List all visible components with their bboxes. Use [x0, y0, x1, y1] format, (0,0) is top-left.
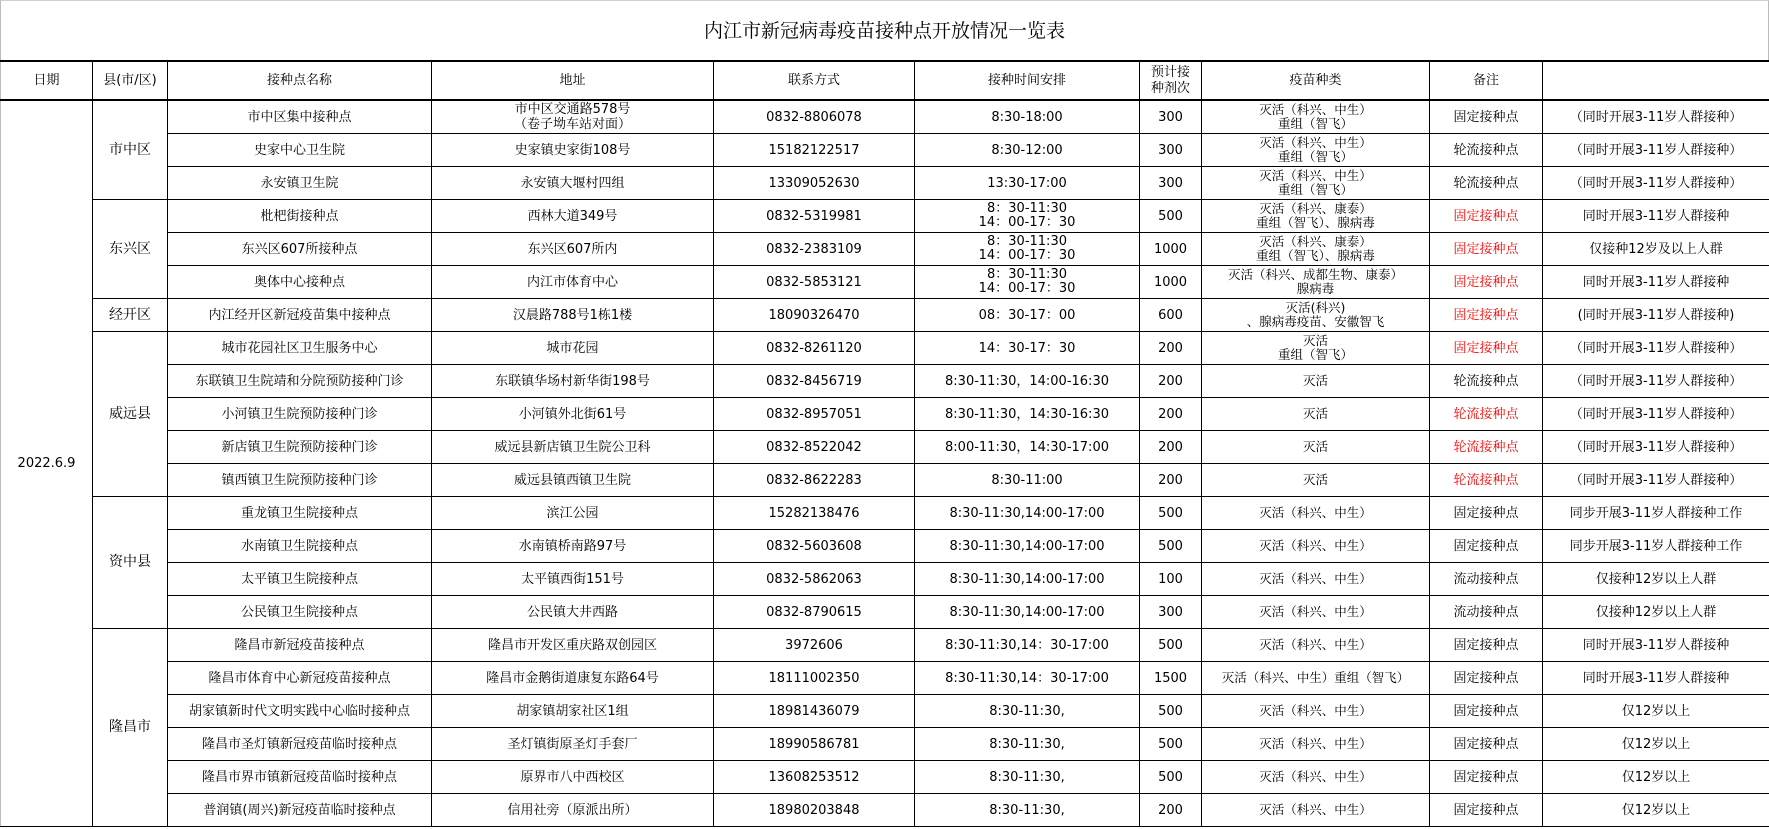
table-row — [1, 464, 1769, 497]
site-name-cell[interactable]: 重龙镇卫生院接种点 — [168, 497, 432, 530]
vaccine-type-cell[interactable]: 灭活(科兴) 、腺病毒疫苗、安徽智飞 — [1202, 299, 1430, 332]
address-cell[interactable]: 内江市体育中心 — [432, 266, 714, 299]
schedule-cell[interactable]: 8:30-12:00 — [915, 134, 1140, 167]
address-cell[interactable]: 威远县镇西镇卫生院 — [432, 464, 714, 497]
vaccine-type-cell[interactable]: 灭活（科兴、康泰） 重组（智飞）、腺病毒 — [1202, 200, 1430, 233]
site-type-cell[interactable]: 固定接种点 — [1430, 728, 1543, 761]
schedule-cell[interactable]: 8:30-11:30，14:30-16:30 — [915, 398, 1140, 431]
note-cell[interactable]: （同时开展3-11岁人群接种） — [1543, 365, 1769, 398]
schedule-cell[interactable]: 8:30-11:30, — [915, 728, 1140, 761]
doses-cell[interactable]: 300 — [1140, 596, 1202, 629]
schedule-cell[interactable]: 8：30-11:30 14：00-17：30 — [915, 200, 1140, 233]
note-cell[interactable]: （同时开展3-11岁人群接种） — [1543, 134, 1769, 167]
site-type-cell[interactable]: 轮流接种点 — [1430, 398, 1543, 431]
sheet-title: 内江市新冠病毒疫苗接种点开放情况一览表 — [0, 0, 1769, 60]
schedule-cell[interactable]: 08：30-17：00 — [915, 299, 1140, 332]
vaccine-type-cell[interactable]: 灭活（科兴、中生） 重组（智飞） — [1202, 134, 1430, 167]
phone-cell[interactable]: 15182122517 — [714, 134, 915, 167]
site-type-cell[interactable]: 轮流接种点 — [1430, 134, 1543, 167]
district-cell[interactable]: 威远县 — [93, 332, 168, 497]
phone-cell[interactable]: 15282138476 — [714, 497, 915, 530]
schedule-cell[interactable]: 8:30-11:00 — [915, 464, 1140, 497]
doses-cell[interactable]: 500 — [1140, 695, 1202, 728]
schedule-cell[interactable]: 8：30-11:30 14：00-17：30 — [915, 266, 1140, 299]
phone-cell[interactable]: 18990586781 — [714, 728, 915, 761]
table-row — [1, 596, 1769, 629]
schedule-cell[interactable]: 8:30-11:30, — [915, 794, 1140, 827]
site-name-cell[interactable]: 市中区集中接种点 — [168, 100, 432, 134]
note-cell[interactable]: 仅接种12岁及以上人群 — [1543, 233, 1769, 266]
table-row — [1, 530, 1769, 563]
header-date[interactable]: 日期 — [1, 61, 93, 100]
phone-cell[interactable]: 0832-8790615 — [714, 596, 915, 629]
doses-cell[interactable]: 300 — [1140, 167, 1202, 200]
address-cell[interactable]: 西林大道349号 — [432, 200, 714, 233]
doses-cell[interactable]: 500 — [1140, 530, 1202, 563]
phone-cell[interactable]: 0832-5319981 — [714, 200, 915, 233]
site-type-cell[interactable]: 固定接种点 — [1430, 332, 1543, 365]
table-row — [1, 167, 1769, 200]
table-row — [1, 200, 1769, 233]
address-cell[interactable]: 原界市八中西校区 — [432, 761, 714, 794]
vaccine-type-cell[interactable]: 灭活 — [1202, 431, 1430, 464]
site-name-cell[interactable]: 太平镇卫生院接种点 — [168, 563, 432, 596]
site-type-cell[interactable]: 固定接种点 — [1430, 794, 1543, 827]
doses-cell[interactable]: 200 — [1140, 332, 1202, 365]
vaccine-type-cell[interactable]: 灭活（科兴、中生） — [1202, 530, 1430, 563]
header-doses[interactable]: 预计接 种剂次 — [1140, 61, 1202, 100]
doses-cell[interactable]: 200 — [1140, 365, 1202, 398]
vaccine-type-cell[interactable]: 灭活（科兴、中生） — [1202, 497, 1430, 530]
vaccine-type-cell[interactable]: 灭活（科兴、中生） 重组（智飞） — [1202, 167, 1430, 200]
schedule-cell[interactable]: 8：30-11:30 14：00-17：30 — [915, 233, 1140, 266]
header-schedule[interactable]: 接种时间安排 — [915, 61, 1140, 100]
phone-cell[interactable]: 0832-8261120 — [714, 332, 915, 365]
note-cell[interactable]: 同时开展3-11岁人群接种 — [1543, 266, 1769, 299]
vaccine-type-cell[interactable]: 灭活（科兴、中生） — [1202, 794, 1430, 827]
address-cell[interactable]: 滨江公园 — [432, 497, 714, 530]
note-cell[interactable]: 仅12岁以上 — [1543, 695, 1769, 728]
table-body — [1, 100, 1769, 827]
schedule-cell[interactable]: 14：30-17：30 — [915, 332, 1140, 365]
site-name-cell[interactable]: 镇西镇卫生院预防接种门诊 — [168, 464, 432, 497]
address-cell[interactable]: 史家镇史家街108号 — [432, 134, 714, 167]
doses-cell[interactable]: 200 — [1140, 398, 1202, 431]
site-type-cell[interactable]: 固定接种点 — [1430, 233, 1543, 266]
schedule-cell[interactable]: 8:30-11:30, — [915, 695, 1140, 728]
schedule-cell[interactable]: 8:00-11:30，14:30-17:00 — [915, 431, 1140, 464]
site-type-cell[interactable]: 固定接种点 — [1430, 662, 1543, 695]
site-name-cell[interactable]: 公民镇卫生院接种点 — [168, 596, 432, 629]
site-name-cell[interactable]: 普润镇(周兴)新冠疫苗临时接种点 — [168, 794, 432, 827]
address-cell[interactable]: 圣灯镇街原圣灯手套厂 — [432, 728, 714, 761]
site-type-cell[interactable]: 固定接种点 — [1430, 695, 1543, 728]
doses-cell[interactable]: 1000 — [1140, 233, 1202, 266]
site-name-cell[interactable]: 隆昌市圣灯镇新冠疫苗临时接种点 — [168, 728, 432, 761]
site-name-cell[interactable]: 永安镇卫生院 — [168, 167, 432, 200]
phone-cell[interactable]: 0832-8806078 — [714, 100, 915, 134]
site-name-cell[interactable]: 小河镇卫生院预防接种门诊 — [168, 398, 432, 431]
site-type-cell[interactable]: 固定接种点 — [1430, 761, 1543, 794]
table-row — [1, 662, 1769, 695]
site-type-cell[interactable]: 固定接种点 — [1430, 497, 1543, 530]
district-cell[interactable]: 东兴区 — [93, 200, 168, 299]
address-cell[interactable]: 隆昌市开发区重庆路双创园区 — [432, 629, 714, 662]
note-cell[interactable]: 仅接种12岁以上人群 — [1543, 563, 1769, 596]
site-name-cell[interactable]: 内江经开区新冠疫苗集中接种点 — [168, 299, 432, 332]
site-name-cell[interactable]: 胡家镇新时代文明实践中心临时接种点 — [168, 695, 432, 728]
site-name-cell[interactable]: 东兴区607所接种点 — [168, 233, 432, 266]
header-remarks[interactable]: 备注 — [1430, 61, 1543, 100]
doses-cell[interactable]: 100 — [1140, 563, 1202, 596]
schedule-cell[interactable]: 8:30-11:30，14:00-16:30 — [915, 365, 1140, 398]
site-name-cell[interactable]: 隆昌市体育中心新冠疫苗接种点 — [168, 662, 432, 695]
phone-cell[interactable]: 0832-8622283 — [714, 464, 915, 497]
note-cell[interactable]: （同时开展3-11岁人群接种） — [1543, 398, 1769, 431]
phone-cell[interactable]: 18980203848 — [714, 794, 915, 827]
vaccine-type-cell[interactable]: 灭活（科兴、中生） — [1202, 596, 1430, 629]
table-row — [1, 794, 1769, 827]
phone-cell[interactable]: 0832-5603608 — [714, 530, 915, 563]
table-row — [1, 563, 1769, 596]
site-name-cell[interactable]: 奥体中心接种点 — [168, 266, 432, 299]
vaccine-type-cell[interactable]: 灭活 — [1202, 365, 1430, 398]
phone-cell[interactable]: 0832-8456719 — [714, 365, 915, 398]
site-type-cell[interactable]: 固定接种点 — [1430, 266, 1543, 299]
site-name-cell[interactable]: 史家中心卫生院 — [168, 134, 432, 167]
table-row — [1, 332, 1769, 365]
site-name-cell[interactable]: 城市花园社区卫生服务中心 — [168, 332, 432, 365]
site-name-cell[interactable]: 隆昌市界市镇新冠疫苗临时接种点 — [168, 761, 432, 794]
schedule-cell[interactable]: 8:30-11:30,14:00-17:00 — [915, 497, 1140, 530]
table-row — [1, 365, 1769, 398]
site-type-cell[interactable]: 流动接种点 — [1430, 563, 1543, 596]
doses-cell[interactable]: 500 — [1140, 200, 1202, 233]
site-type-cell[interactable]: 固定接种点 — [1430, 530, 1543, 563]
header-district[interactable]: 县(市/区) — [93, 61, 168, 100]
site-name-cell[interactable]: 东联镇卫生院靖和分院预防接种门诊 — [168, 365, 432, 398]
district-cell[interactable]: 资中县 — [93, 497, 168, 629]
note-cell[interactable]: 仅12岁以上 — [1543, 794, 1769, 827]
note-cell[interactable]: 同步开展3-11岁人群接种工作 — [1543, 530, 1769, 563]
table-row — [1, 266, 1769, 299]
doses-cell[interactable]: 300 — [1140, 100, 1202, 134]
doses-cell[interactable]: 500 — [1140, 761, 1202, 794]
address-cell[interactable]: 太平镇西街151号 — [432, 563, 714, 596]
vaccine-type-cell[interactable]: 灭活（科兴、康泰） 重组（智飞）、腺病毒 — [1202, 233, 1430, 266]
vaccine-type-cell[interactable]: 灭活（科兴、中生） — [1202, 563, 1430, 596]
phone-cell[interactable]: 18090326470 — [714, 299, 915, 332]
vaccination-sites-table — [0, 60, 1769, 827]
phone-cell[interactable]: 13608253512 — [714, 761, 915, 794]
note-cell[interactable]: 同步开展3-11岁人群接种工作 — [1543, 497, 1769, 530]
phone-cell[interactable]: 0832-2383109 — [714, 233, 915, 266]
site-type-cell[interactable]: 流动接种点 — [1430, 596, 1543, 629]
doses-cell[interactable]: 200 — [1140, 431, 1202, 464]
address-cell[interactable]: 永安镇大堰村四组 — [432, 167, 714, 200]
schedule-cell[interactable]: 8:30-18:00 — [915, 100, 1140, 134]
site-name-cell[interactable]: 新店镇卫生院预防接种门诊 — [168, 431, 432, 464]
site-type-cell[interactable]: 固定接种点 — [1430, 629, 1543, 662]
site-type-cell[interactable]: 固定接种点 — [1430, 100, 1543, 134]
doses-cell[interactable]: 1500 — [1140, 662, 1202, 695]
phone-cell[interactable]: 0832-5853121 — [714, 266, 915, 299]
note-cell[interactable]: 仅12岁以上 — [1543, 728, 1769, 761]
vaccine-type-cell[interactable]: 灭活（科兴、中生） — [1202, 728, 1430, 761]
vaccine-type-cell[interactable]: 灭活（科兴、中生） — [1202, 761, 1430, 794]
schedule-cell[interactable]: 8:30-11:30,14:00-17:00 — [915, 563, 1140, 596]
vaccine-type-cell[interactable]: 灭活 — [1202, 398, 1430, 431]
doses-cell[interactable]: 300 — [1140, 134, 1202, 167]
schedule-cell[interactable]: 8:30-11:30,14：30-17:00 — [915, 662, 1140, 695]
address-cell[interactable]: 水南镇桥南路97号 — [432, 530, 714, 563]
vaccine-type-cell[interactable]: 灭活（科兴、中生） 重组（智飞） — [1202, 100, 1430, 134]
site-type-cell[interactable]: 轮流接种点 — [1430, 365, 1543, 398]
header-extra[interactable] — [1543, 61, 1769, 100]
table-row — [1, 100, 1769, 134]
table-row — [1, 233, 1769, 266]
vaccine-type-cell[interactable]: 灭活 重组（智飞） — [1202, 332, 1430, 365]
district-cell[interactable]: 市中区 — [93, 100, 168, 200]
doses-cell[interactable]: 500 — [1140, 497, 1202, 530]
table-row — [1, 431, 1769, 464]
doses-cell[interactable]: 200 — [1140, 464, 1202, 497]
table-row — [1, 728, 1769, 761]
address-cell[interactable]: 信用社旁（原派出所） — [432, 794, 714, 827]
note-cell[interactable]: （同时开展3-11岁人群接种） — [1543, 464, 1769, 497]
table-row — [1, 629, 1769, 662]
site-type-cell[interactable]: 固定接种点 — [1430, 200, 1543, 233]
note-cell[interactable]: （同时开展3-11岁人群接种） — [1543, 332, 1769, 365]
header-site-name[interactable]: 接种点名称 — [168, 61, 432, 100]
site-type-cell[interactable]: 轮流接种点 — [1430, 167, 1543, 200]
doses-cell[interactable]: 200 — [1140, 794, 1202, 827]
header-phone[interactable]: 联系方式 — [714, 61, 915, 100]
note-cell[interactable]: 同时开展3-11岁人群接种 — [1543, 629, 1769, 662]
schedule-cell[interactable]: 8:30-11:30,14:00-17:00 — [915, 530, 1140, 563]
table-row — [1, 299, 1769, 332]
phone-cell[interactable]: 13309052630 — [714, 167, 915, 200]
note-cell[interactable]: （同时开展3-11岁人群接种） — [1543, 100, 1769, 134]
header-address[interactable]: 地址 — [432, 61, 714, 100]
doses-cell[interactable]: 1000 — [1140, 266, 1202, 299]
doses-cell[interactable]: 500 — [1140, 629, 1202, 662]
site-name-cell[interactable]: 水南镇卫生院接种点 — [168, 530, 432, 563]
address-cell[interactable]: 市中区交通路578号 （卷子坳车站对面） — [432, 100, 714, 134]
note-cell[interactable]: (同时开展3-11岁人群接种) — [1543, 299, 1769, 332]
table-row — [1, 761, 1769, 794]
schedule-cell[interactable]: 8:30-11:30, — [915, 761, 1140, 794]
date-cell[interactable]: 2022.6.9 — [1, 100, 93, 827]
note-cell[interactable]: 仅接种12岁以上人群 — [1543, 596, 1769, 629]
phone-cell[interactable]: 0832-8522042 — [714, 431, 915, 464]
site-type-cell[interactable]: 固定接种点 — [1430, 299, 1543, 332]
schedule-cell[interactable]: 8:30-11:30,14：30-17:00 — [915, 629, 1140, 662]
vaccine-type-cell[interactable]: 灭活（科兴、中生） — [1202, 695, 1430, 728]
table-row — [1, 695, 1769, 728]
phone-cell[interactable]: 0832-8957051 — [714, 398, 915, 431]
table-row — [1, 398, 1769, 431]
note-cell[interactable]: 同时开展3-11岁人群接种 — [1543, 200, 1769, 233]
header-row — [1, 61, 1769, 100]
address-cell[interactable]: 汉晨路788号1栋1楼 — [432, 299, 714, 332]
header-vaccine-type[interactable]: 疫苗种类 — [1202, 61, 1430, 100]
note-cell[interactable]: （同时开展3-11岁人群接种） — [1543, 431, 1769, 464]
vaccine-type-cell[interactable]: 灭活（科兴、成都生物、康泰） 腺病毒 — [1202, 266, 1430, 299]
table-row — [1, 134, 1769, 167]
address-cell[interactable]: 隆昌市金鹅街道康复东路64号 — [432, 662, 714, 695]
phone-cell[interactable]: 0832-5862063 — [714, 563, 915, 596]
phone-cell[interactable]: 18981436079 — [714, 695, 915, 728]
vaccine-type-cell[interactable]: 灭活（科兴、中生）重组（智飞） — [1202, 662, 1430, 695]
note-cell[interactable]: （同时开展3-11岁人群接种） — [1543, 167, 1769, 200]
phone-cell[interactable]: 18111002350 — [714, 662, 915, 695]
address-cell[interactable]: 公民镇大井西路 — [432, 596, 714, 629]
note-cell[interactable]: 仅12岁以上 — [1543, 761, 1769, 794]
table-row — [1, 497, 1769, 530]
address-cell[interactable]: 胡家镇胡家社区1组 — [432, 695, 714, 728]
address-cell[interactable]: 威远县新店镇卫生院公卫科 — [432, 431, 714, 464]
site-name-cell[interactable]: 隆昌市新冠疫苗接种点 — [168, 629, 432, 662]
vaccine-type-cell[interactable]: 灭活（科兴、中生） — [1202, 629, 1430, 662]
address-cell[interactable]: 小河镇外北街61号 — [432, 398, 714, 431]
address-cell[interactable]: 东联镇华场村新华街198号 — [432, 365, 714, 398]
site-type-cell[interactable]: 轮流接种点 — [1430, 464, 1543, 497]
doses-cell[interactable]: 500 — [1140, 728, 1202, 761]
vaccine-type-cell[interactable]: 灭活 — [1202, 464, 1430, 497]
schedule-cell[interactable]: 13:30-17:00 — [915, 167, 1140, 200]
address-cell[interactable]: 东兴区607所内 — [432, 233, 714, 266]
note-cell[interactable]: 同时开展3-11岁人群接种 — [1543, 662, 1769, 695]
district-cell[interactable]: 经开区 — [93, 299, 168, 332]
site-type-cell[interactable]: 轮流接种点 — [1430, 431, 1543, 464]
site-name-cell[interactable]: 枇杷街接种点 — [168, 200, 432, 233]
address-cell[interactable]: 城市花园 — [432, 332, 714, 365]
doses-cell[interactable]: 600 — [1140, 299, 1202, 332]
district-cell[interactable]: 隆昌市 — [93, 629, 168, 827]
phone-cell[interactable]: 3972606 — [714, 629, 915, 662]
schedule-cell[interactable]: 8:30-11:30,14:00-17:00 — [915, 596, 1140, 629]
